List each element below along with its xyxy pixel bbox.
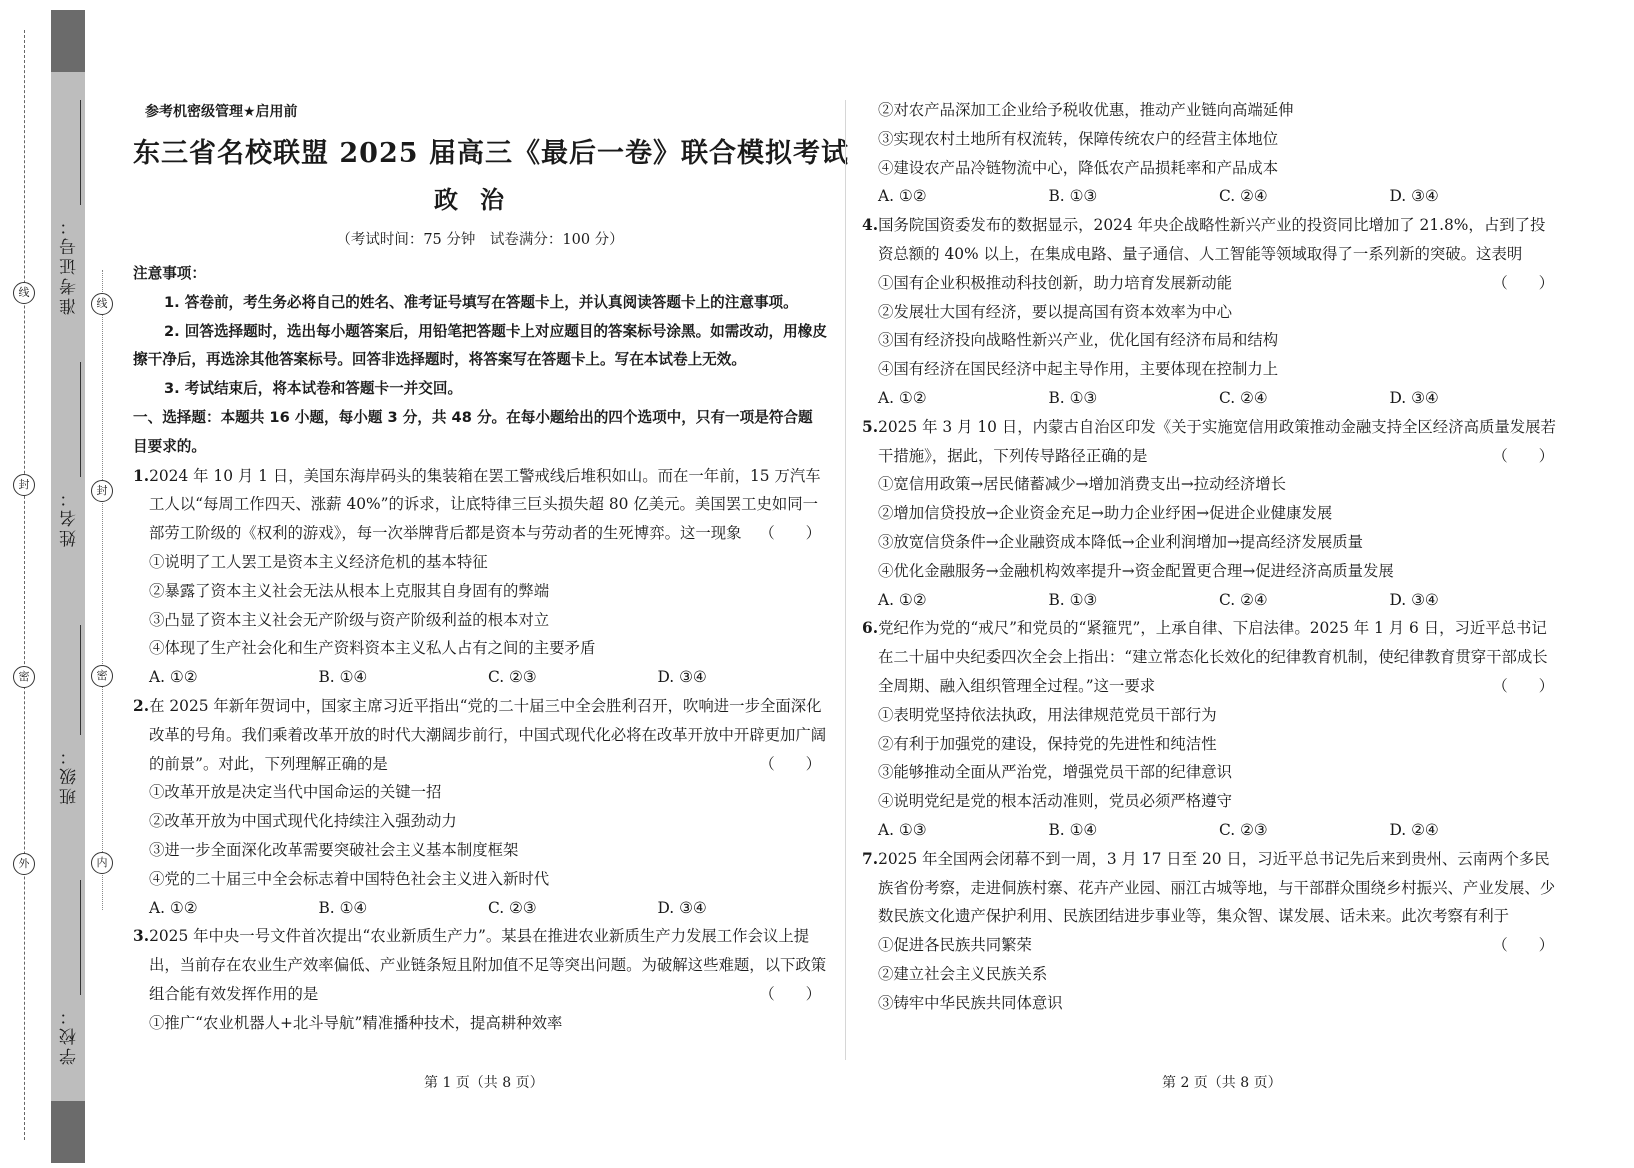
question-stem: 国务院国资委发布的数据显示，2024 年央企战略性新兴产业的投资同比增加了 21.8%，占到了投资总额的 40% 以上，在集成电路、量子通信、人工智能等领域取得了一系列新的突破。这表明 [878, 216, 1546, 263]
q3-choices [862, 182, 1560, 211]
cut-char-mi: 密 [13, 666, 35, 688]
field-name[interactable] [54, 487, 84, 547]
choice-b: B. ①④ [1048, 820, 1098, 839]
choice-c: C. ②③ [488, 668, 537, 687]
field-name-line [80, 362, 81, 477]
q6-option-1: ①表明党坚持依法执政，用法律规范党员干部行为 [878, 705, 1217, 724]
choice-d: D. ③④ [1389, 590, 1439, 609]
q6-option-4: ④说明党纪是党的根本活动准则，党员必须严格遵守 [878, 792, 1232, 811]
question-number: 2. [133, 696, 150, 715]
q7-option-3: ③铸牢中华民族共同体意识 [878, 993, 1063, 1012]
choice-c: C. ②③ [488, 898, 537, 917]
q3-option-3: ③实现农村土地所有权流转，保障传统农户的经营主体地位 [878, 129, 1279, 148]
question-stem: 党纪作为党的“戒尺”和党员的“紧箍咒”，上承自律、下启法律。2025 年 1 月 6 日，习近平总书记在二十届中央纪委四次全会上指出：“建立常态化长效化的纪律教育机制，使纪律教育贯穿干部成长全周期、融入组织管理全过程。”这一要求 [878, 619, 1548, 695]
question-5 [862, 413, 1560, 471]
choice-d: D. ②④ [1389, 820, 1439, 839]
q5-option-2: ②增加信贷投放→企业资金充足→助力企业纾困→促进企业健康发展 [878, 504, 1333, 523]
q1-option-4: ④体现了生产社会化和生产资料资本主义私人占有之间的主要矛盾 [149, 639, 596, 658]
choice-c: C. ②④ [1219, 388, 1268, 407]
section-1-heading: 一、选择题：本题共 16 小题，每小题 3 分，共 48 分。在每小题给出的四个选项中，只有一项是符合题目要求的。 [133, 408, 813, 455]
q1-option-1: ①说明了工人罢工是资本主义经济危机的基本特征 [149, 552, 488, 571]
left-column [133, 98, 849, 1038]
field-class-label: 班级： [59, 745, 80, 805]
question-2 [133, 692, 827, 778]
choice-c: C. ②③ [1219, 820, 1268, 839]
seal-line [102, 270, 103, 910]
q3-option-4: ④建设农产品冷链物流中心，降低农产品损耗率和产品成本 [878, 158, 1279, 177]
choice-a: A. ①② [878, 590, 927, 609]
right-column [862, 96, 1560, 1018]
secret-level: 参考机密级管理★启用前 [145, 104, 298, 120]
choice-d: D. ③④ [1389, 388, 1439, 407]
answer-paren: （ ） [1492, 446, 1554, 465]
q4-option-1: ①国有企业积极推动科技创新，助力培育发展新动能 [878, 273, 1232, 292]
q2-option-1: ①改革开放是决定当代中国命运的关键一招 [149, 783, 442, 802]
page-number-right: 第 2 页（共 8 页） [1162, 1075, 1282, 1091]
choice-b: B. ①④ [318, 668, 368, 687]
cut-line [24, 30, 25, 1140]
q5-choices [862, 586, 1560, 615]
field-exam-number[interactable] [54, 215, 84, 315]
exam-info: （考试时间：75 分钟 试卷满分：100 分） [336, 232, 624, 248]
q3-option-2: ②对农产品深加工企业给予税收优惠，推动产业链向高端延伸 [878, 101, 1294, 119]
q6-choices [862, 816, 1560, 845]
cut-char-feng: 封 [13, 474, 35, 496]
choice-b: B. ①③ [1048, 187, 1098, 206]
field-school-line [80, 880, 81, 995]
q1-option-2: ②暴露了资本主义社会无法从根本上克服其自身固有的弊端 [149, 581, 550, 600]
q5-option-1: ①宽信用政策→居民储蓄减少→增加消费支出→拉动经济增长 [878, 475, 1287, 494]
q2-choices [133, 894, 827, 923]
answer-paren: （ ） [1492, 676, 1554, 695]
subject-title: 政治 [434, 185, 526, 214]
notes-item-3: 3. 考试结束后，将本试卷和答题卡一并交回。 [164, 380, 463, 398]
q6-option-3: ③能够推动全面从严治党，增强党员干部的纪律意识 [878, 763, 1232, 782]
notes-item-1: 1. 答卷前，考生务必将自己的姓名、准考证号填写在答题卡上，并认真阅读答题卡上的注意事项。 [164, 293, 798, 311]
q4-choices [862, 384, 1560, 413]
question-number: 3. [133, 927, 150, 946]
question-number: 6. [862, 619, 879, 638]
field-name-label: 姓名： [59, 487, 80, 547]
notes-heading: 注意事项： [133, 265, 206, 282]
question-stem: 2025 年全国两会闭幕不到一周，3 月 17 日至 20 日，习近平总书记先后来到贵州、云南两个多民族省份考察，走进侗族村寨、花卉产业园、丽江古城等地，与干部群众围绕乡村振兴、产业发展、少数民族文化遗产保护利用、民族团结进步事业等，集众智、谋发展、话未来。此次考察有利于 [878, 849, 1556, 926]
q7-option-2: ②建立社会主义民族关系 [878, 964, 1048, 983]
q4-option-3: ③国有经济投向战略性新兴产业，优化国有经济布局和结构 [878, 331, 1279, 350]
field-class[interactable] [54, 745, 84, 805]
choice-a: A. ①② [149, 898, 198, 917]
question-stem: 2025 年 3 月 10 日，内蒙古自治区印发《关于实施宽信用政策推动金融支持全区经济高质量发展若干措施》，据此，下列传导路径正确的是 [878, 417, 1556, 465]
exam-title: 东三省名校联盟 2025 届高三《最后一卷》联合模拟考试 [133, 138, 849, 169]
choice-b: B. ①④ [318, 898, 368, 917]
question-3 [133, 922, 827, 1008]
seal-char-xian: 线 [91, 293, 113, 315]
choice-c: C. ②④ [1219, 590, 1268, 609]
q1-option-3: ③凸显了资本主义社会无产阶级与资产阶级利益的根本对立 [149, 610, 550, 629]
question-6 [862, 614, 1560, 700]
choice-c: C. ②④ [1219, 187, 1268, 206]
binding-strip-top-block [51, 10, 85, 72]
seal-char-nei: 内 [91, 852, 113, 874]
field-class-line [80, 625, 81, 735]
q4-option-2: ②发展壮大国有经济，要以提高国有资本效率为中心 [878, 302, 1232, 321]
q3-option-1: ①推广“农业机器人+北斗导航”精准播种技术，提高耕种效率 [149, 1013, 563, 1032]
q7-option-1: ①促进各民族共同繁荣 [878, 936, 1032, 955]
question-stem: 2025 年中央一号文件首次提出“农业新质生产力”。某县在推进农业新质生产力发展工作会议上提出，当前存在农业生产效率偏低、产业链条短且附加值不足等突出问题。为破解这些难题，以下政策组合能有效发挥作用的是 [149, 927, 827, 1003]
question-number: 4. [862, 216, 879, 235]
q6-option-2: ②有利于加强党的建设，保持党的先进性和纯洁性 [878, 734, 1217, 753]
choice-d: D. ③④ [657, 898, 707, 917]
choice-a: A. ①② [149, 668, 198, 687]
q2-option-3: ③进一步全面深化改革需要突破社会主义基本制度框架 [149, 840, 519, 859]
choice-a: A. ①③ [878, 820, 927, 839]
choice-b: B. ①③ [1048, 590, 1098, 609]
cut-char-xian: 线 [13, 282, 35, 304]
question-number: 1. [133, 466, 150, 485]
answer-paren: （ ） [759, 524, 821, 543]
choice-a: A. ①② [878, 187, 927, 206]
choice-a: A. ①② [878, 388, 927, 407]
field-exam-number-line [80, 100, 81, 205]
choice-d: D. ③④ [1389, 187, 1439, 206]
question-stem: 在 2025 年新年贺词中，国家主席习近平指出“党的二十届三中全会胜利召开，吹响进一步全面深化改革的号角。我们乘着改革开放的时代大潮阔步前行，中国式现代化必将在改革开放中开辟更加广阔的前景”。对此，下列理解正确的是 [149, 696, 827, 773]
question-stem: 2024 年 10 月 1 日，美国东海岸码头的集装箱在罢工警戒线后堆积如山。而在一年前，15 万汽车工人以“每周工作四天、涨薪 40%”的诉求，让底特律三巨头损失超 80 亿美元。美国罢工史如同一部劳工阶级的《权利的游戏》，每一次举牌背后都是资本与劳动者的生死博弈。这一现象 [149, 466, 821, 543]
q4-option-4: ④国有经济在国民经济中起主导作用，主要体现在控制力上 [878, 360, 1279, 379]
notes-item-2: 2. 回答选择题时，选出每小题答案后，用铅笔把答题卡上对应题目的答案标号涂黑。如需改动，用橡皮擦干净后，再选涂其他答案标号。回答非选择题时，将答案写在答题卡上。写在本试卷上无效。 [133, 322, 827, 369]
question-number: 7. [862, 849, 879, 868]
answer-paren: （ ） [1492, 936, 1554, 955]
q2-option-2: ②改革开放为中国式现代化持续注入强劲动力 [149, 812, 457, 831]
seal-char-mi: 密 [91, 665, 113, 687]
choice-d: D. ③④ [657, 668, 707, 687]
question-number: 5. [862, 417, 879, 436]
field-school-label: 学校： [59, 1005, 80, 1065]
answer-paren: （ ） [759, 754, 821, 773]
question-1 [133, 462, 827, 548]
q5-option-3: ③放宽信贷条件→企业融资成本降低→企业利润增加→提高经济发展质量 [878, 532, 1364, 551]
q2-option-4: ④党的二十届三中全会标志着中国特色社会主义进入新时代 [149, 869, 550, 888]
column-divider [845, 100, 846, 1060]
answer-paren: （ ） [759, 984, 821, 1003]
choice-b: B. ①③ [1048, 388, 1098, 407]
seal-char-feng: 封 [91, 480, 113, 502]
field-exam-number-label: 准考证号： [59, 215, 80, 315]
q5-option-4: ④优化金融服务→金融机构效率提升→资金配置更合理→促进经济高质量发展 [878, 561, 1394, 580]
field-school[interactable] [54, 1005, 84, 1065]
answer-paren: （ ） [1492, 273, 1554, 292]
page-number-left: 第 1 页（共 8 页） [424, 1075, 544, 1091]
q1-choices [133, 663, 827, 692]
binding-strip-bottom-block [51, 1101, 85, 1163]
cut-char-wai: 外 [13, 853, 35, 875]
